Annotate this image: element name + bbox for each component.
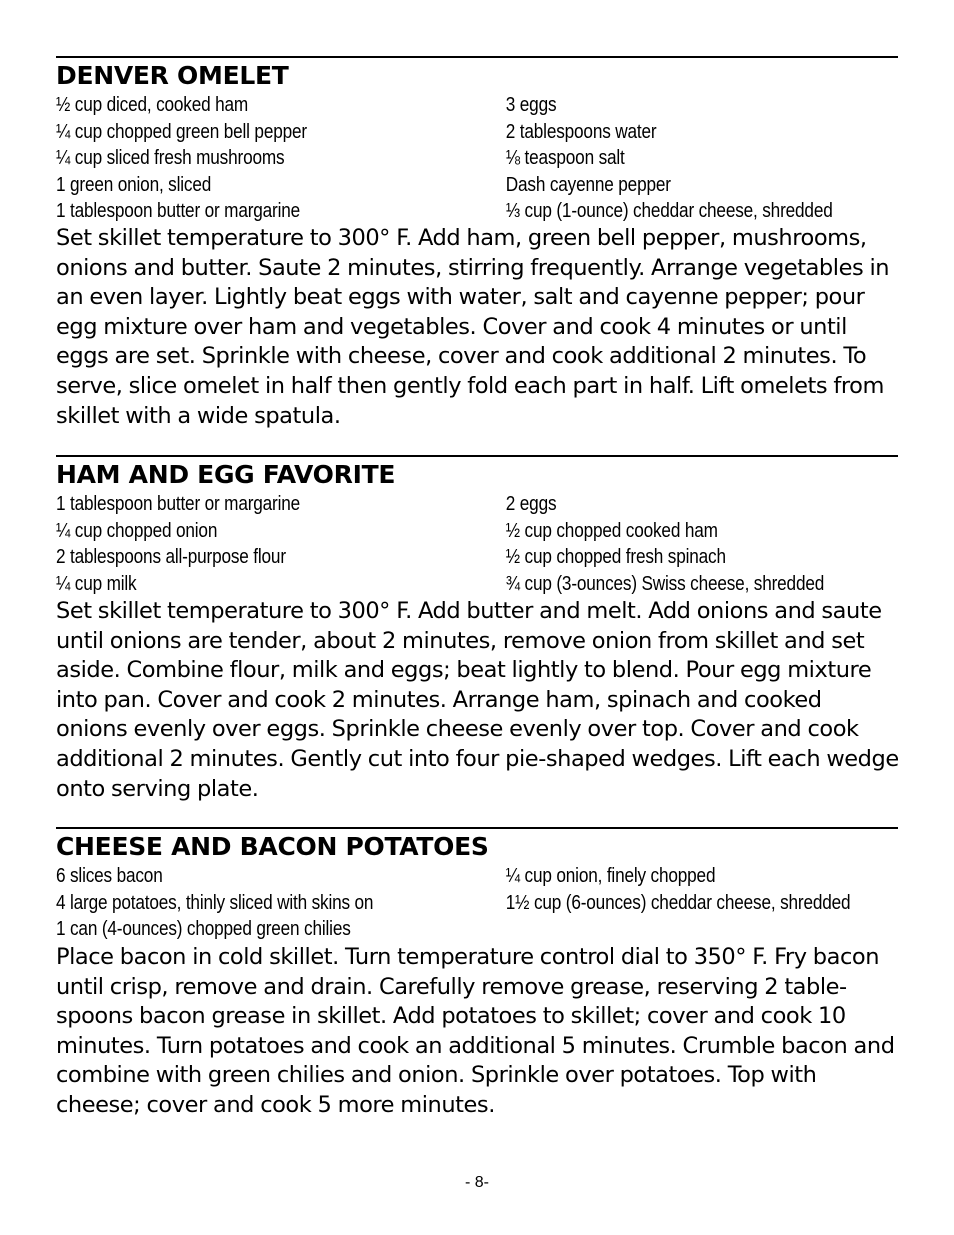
- ingredient-item: 1 tablespoon butter or margarine: [56, 200, 301, 222]
- directions-line: egg mixture over ham and vegetables. Cover and cook 4 minutes or until: [56, 313, 847, 340]
- ingredient-item: 2 eggs: [505, 493, 557, 515]
- ingredient-item: ¾ cup (3-ounces) Swiss cheese, shredded: [505, 572, 825, 595]
- ingredient-item: ¼ cup onion, finely chopped: [505, 865, 716, 887]
- ingredient-item: Dash cayenne pepper: [505, 173, 671, 196]
- ingredient-item: ½ cup chopped cooked ham: [505, 519, 718, 542]
- directions-line: skillet with a wide spatula.: [56, 402, 341, 429]
- recipe-ham-and-egg-favorite: [56, 455, 898, 804]
- directions-line: cheese; cover and cook 5 more minutes.: [56, 1091, 495, 1118]
- ingredient-column-left: [56, 491, 300, 597]
- directions-line: spoons bacon grease in skillet. Add potatoes to skillet; cover and cook 10: [56, 1003, 846, 1030]
- ingredient-item: 3 eggs: [505, 94, 557, 116]
- ingredient-item: 2 tablespoons all-purpose flour: [56, 546, 286, 568]
- ingredient-item: ⅛ teaspoon salt: [505, 147, 625, 169]
- recipe-title: CHEESE AND BACON POTATOES: [56, 832, 489, 861]
- recipe-cheese-and-bacon-potatoes: [56, 827, 898, 1121]
- ingredient-item: 1 green onion, sliced: [56, 173, 212, 196]
- recipe-directions: [56, 597, 898, 804]
- ingredient-column-right: [506, 491, 824, 597]
- page-number: - 8-: [465, 1174, 489, 1191]
- directions-line: until onions are tender, about 2 minutes, remove onion from skillet and set: [56, 627, 865, 654]
- directions-line: onto serving plate.: [56, 775, 259, 802]
- ingredient-item: 1½ cup (6-ounces) cheddar cheese, shredded: [505, 891, 851, 914]
- directions-line: eggs are set. Sprinkle with cheese, cover and cook additional 2 minutes. To: [56, 343, 867, 370]
- ingredient-column-left: [56, 92, 307, 225]
- ingredient-item: 4 large potatoes, thinly sliced with skins on: [56, 891, 374, 914]
- recipe-title: HAM AND EGG FAVORITE: [56, 460, 396, 489]
- recipe-title: DENVER OMELET: [56, 61, 289, 90]
- ingredient-item: ¼ cup chopped green bell pepper: [56, 120, 307, 143]
- ingredient-item: ½ cup diced, cooked ham: [56, 94, 249, 116]
- recipe-directions: [56, 943, 898, 1121]
- directions-line: until crisp, remove and drain. Carefully remove grease, reserving 2 table-: [56, 973, 847, 1000]
- directions-line: into pan. Cover and cook 2 minutes. Arrange ham, spinach and cooked: [56, 686, 822, 713]
- ingredient-item: ¼ cup milk: [56, 572, 137, 595]
- recipe-denver-omelet: [56, 56, 898, 431]
- directions-line: Set skillet temperature to 300° F. Add butter and melt. Add onions and saute: [56, 598, 882, 624]
- recipe-directions: [56, 224, 898, 431]
- directions-line: an even layer. Lightly beat eggs with water, salt and cayenne pepper; pour: [56, 284, 865, 311]
- directions-line: aside. Combine flour, milk and eggs; beat lightly to blend. Pour egg mixture: [56, 657, 872, 684]
- ingredient-item: ½ cup chopped fresh spinach: [505, 546, 726, 568]
- ingredient-item: 1 can (4-ounces) chopped green chilies: [56, 918, 351, 940]
- ingredient-item: 6 slices bacon: [56, 865, 163, 887]
- directions-line: serve, slice omelet in half then gently fold each part in half. Lift omelets from: [56, 372, 884, 399]
- ingredient-list: [56, 92, 899, 224]
- directions-line: additional 2 minutes. Gently cut into four pie-shaped wedges. Lift each wedge: [56, 745, 899, 772]
- directions-line: combine with green chilies and onion. Sprinkle over potatoes. Top with: [56, 1062, 817, 1089]
- ingredient-column-right: [506, 92, 833, 225]
- directions-line: Set skillet temperature to 300° F. Add ham, green bell pepper, mushrooms,: [56, 225, 867, 251]
- ingredient-item: ⅓ cup (1-ounce) cheddar cheese, shredded: [505, 200, 833, 222]
- directions-line: Place bacon in cold skillet. Turn temperature control dial to 350° F. Fry bacon: [56, 944, 880, 970]
- directions-line: onions and butter. Saute 2 minutes, stirring frequently. Arrange vegetables in: [56, 254, 890, 281]
- ingredient-column-right: [506, 863, 851, 916]
- ingredient-list: [56, 863, 899, 943]
- ingredient-list: [56, 491, 899, 597]
- ingredient-item: ¼ cup sliced fresh mushrooms: [56, 147, 285, 169]
- ingredient-item: 2 tablespoons water: [505, 120, 657, 143]
- directions-line: minutes. Turn potatoes and cook an additional 5 minutes. Crumble bacon and: [56, 1032, 895, 1059]
- ingredient-item: ¼ cup chopped onion: [56, 519, 218, 542]
- directions-line: onions evenly over eggs. Sprinkle cheese evenly over top. Cover and cook: [56, 716, 859, 743]
- ingredient-item: 1 tablespoon butter or margarine: [56, 493, 301, 515]
- ingredient-column-left: [56, 863, 373, 943]
